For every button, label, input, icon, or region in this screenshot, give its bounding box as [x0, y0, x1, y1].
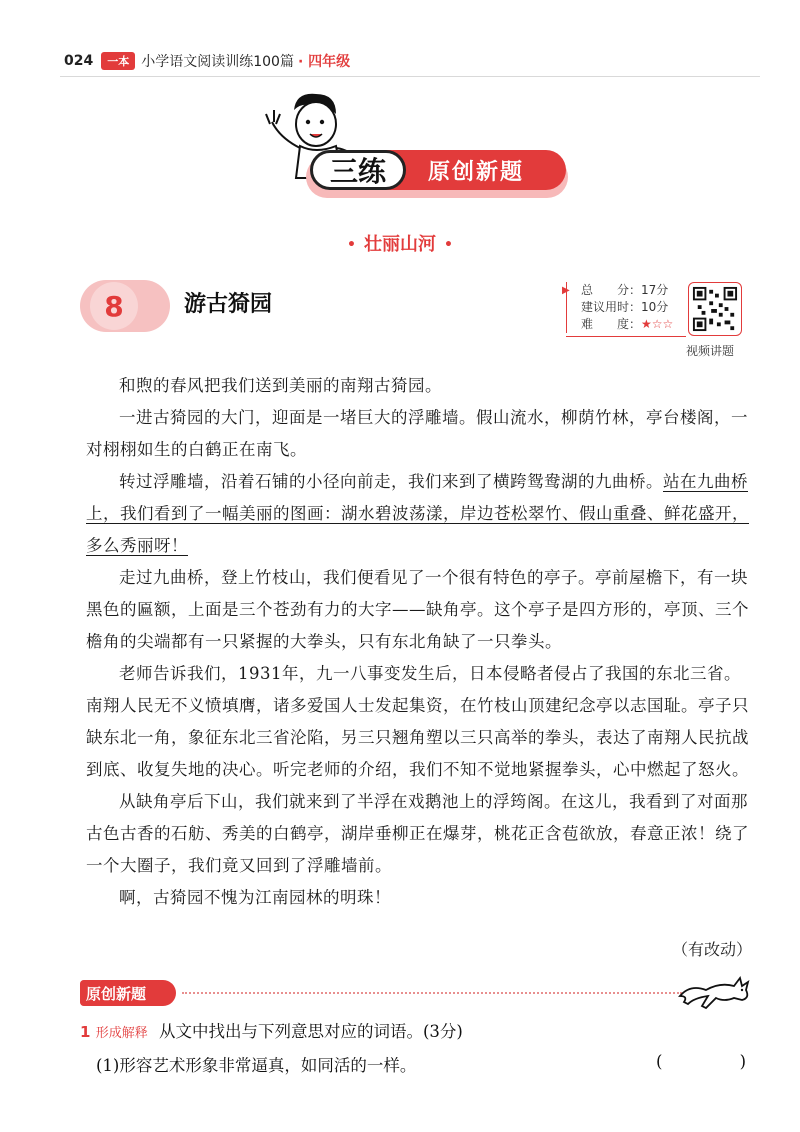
question-1	[80, 1018, 463, 1042]
theme-dot-left: •	[347, 237, 356, 253]
qr-code-icon[interactable]	[688, 282, 742, 336]
paragraph-3	[86, 466, 750, 562]
qr-label: 视频讲题	[686, 344, 735, 358]
cat-icon	[676, 968, 752, 1012]
article-body	[86, 370, 750, 914]
brand-logo: 一本	[101, 52, 135, 70]
paragraph-3-plain: 转过浮雕墙，沿着石铺的小径向前走，我们来到了横跨鸳鸯湖的九曲桥。	[119, 472, 663, 491]
paragraph-4: 走过九曲桥，登上竹枝山，我们便看见了一个很有特色的亭子。亭前屋檐下，有一块黑色的匾额，上面是三个苍劲有力的大字——缺角亭。这个亭子是四方形的，亭顶、三个檐角的尖端都有一只紧握的大拳头，只有东北角缺了一只拳头。	[86, 568, 749, 651]
section-tag: 原创新题	[80, 980, 176, 1006]
total-score: 总 分：17分	[581, 283, 669, 297]
answer-blank[interactable]	[656, 1052, 746, 1071]
info-underline	[566, 336, 686, 337]
sub-question-1: (1)形容艺术形象非常逼真，如同活的一样。	[96, 1056, 417, 1075]
difficulty-label: 难 度：	[581, 317, 642, 331]
section-banner	[300, 150, 570, 200]
underlined-sentence: 站在九曲桥上，我们看到了一幅美丽的图画：湖水碧波荡漾，岸边苍松翠竹、假山重叠、鲜花盛开，多么秀丽呀！	[86, 472, 749, 555]
article-number-badge	[80, 280, 170, 332]
page-number: 024	[64, 53, 94, 69]
flag-icon: ▶	[562, 285, 570, 296]
adaptation-note: （有改动）	[672, 940, 753, 959]
question-type: 形成解释	[95, 1026, 148, 1041]
header-divider	[60, 76, 760, 77]
suggested-time: 建议用时：10分	[581, 300, 669, 314]
close-paren: )	[739, 1052, 746, 1071]
paragraph-2: 一进古猗园的大门，迎面是一堵巨大的浮雕墙。假山流水，柳荫竹林，亭台楼阁，一对栩栩如生的白鹤正在南飞。	[86, 408, 748, 459]
difficulty	[581, 316, 691, 333]
theme-text: 壮丽山河	[364, 234, 436, 255]
dotted-divider	[182, 992, 682, 994]
paragraph-1: 和煦的春风把我们送到美丽的南翔古猗园。	[119, 376, 442, 395]
banner-title: 三练	[310, 150, 406, 190]
question-number: 1	[80, 1023, 91, 1041]
paragraph-7: 啊，古猗园不愧为江南园林的明珠！	[119, 888, 391, 907]
paragraph-5: 老师告诉我们，1931年，九一八事变发生后，日本侵略者侵占了我国的东北三省。南翔人民无不义愤填膺，诸多爱国人士发起集资，在竹枝山顶建纪念亭以志国耻。亭子只缺东北一角，象征东北三省沦陷，另三只翘角塑以三只高举的拳头，表达了南翔人民抗战到底、收复失地的决心。听完老师的介绍，我们不知不觉地紧握拳头，心中燃起了怒火。	[86, 664, 749, 779]
article-number: 8	[90, 282, 138, 330]
score-info	[562, 282, 691, 333]
banner-subtitle: 原创新题	[386, 150, 566, 190]
page-header	[64, 50, 350, 72]
question-text: 从文中找出与下列意思对应的词语。(3分)	[158, 1022, 463, 1041]
article-title: 游古猗园	[184, 291, 273, 317]
unit-theme	[0, 230, 800, 256]
theme-dot-right: •	[444, 237, 453, 253]
open-paren: (	[656, 1052, 663, 1071]
paragraph-6: 从缺角亭后下山，我们就来到了半浮在戏鹅池上的浮筠阁。在这儿，我看到了对面那古色古香的石舫、秀美的白鹤亭，湖岸垂柳正在爆芽，桃花正含苞欲放，春意正浓！绕了一个大圈子，我们竟又回到了浮雕墙前。	[86, 792, 749, 875]
difficulty-stars: ★☆☆	[641, 317, 674, 331]
book-title: 小学语文阅读训练100篇	[141, 54, 294, 70]
grade-label: · 四年级	[297, 54, 351, 70]
